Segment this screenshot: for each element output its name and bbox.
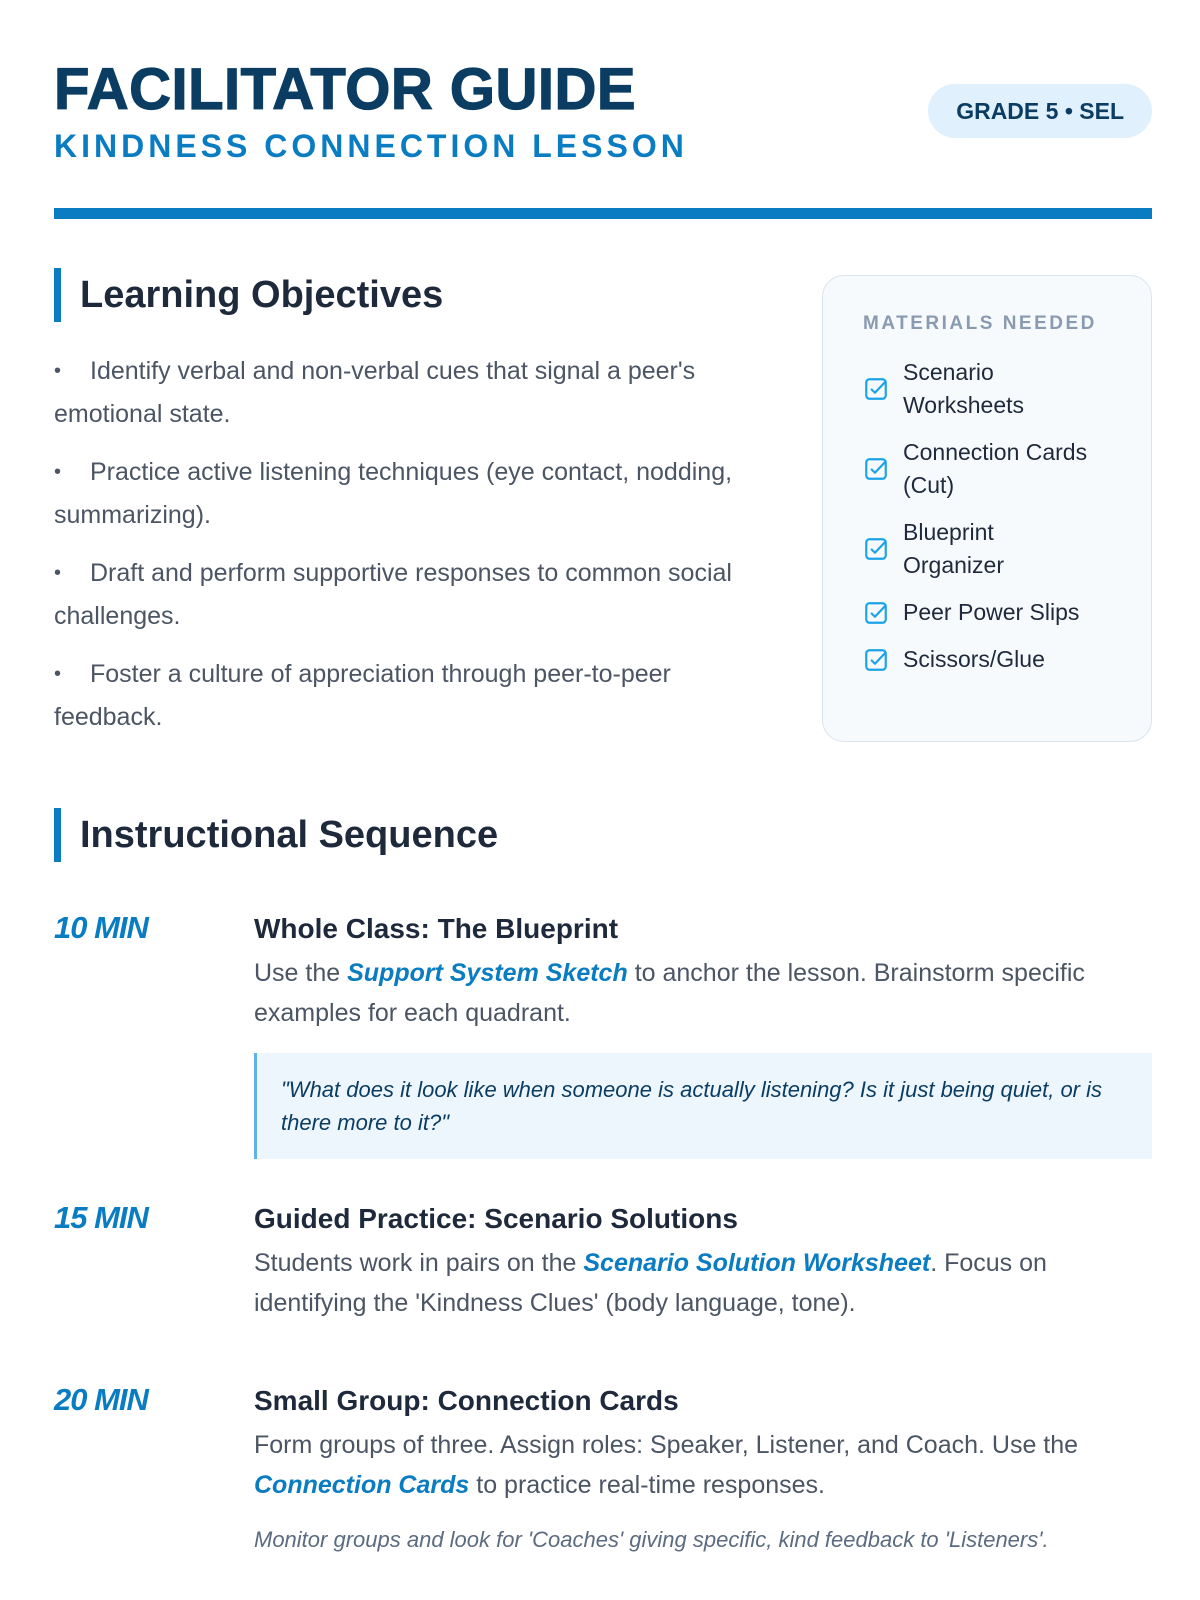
page-subtitle: KINDNESS CONNECTION LESSON (54, 128, 688, 164)
material-label: Connection Cards (Cut) (903, 439, 1088, 498)
objective-item (54, 552, 784, 638)
step-title: Small Group: Connection Cards (254, 1385, 679, 1416)
objectives-heading: Learning Objectives (54, 268, 443, 322)
bullet-icon: • (54, 360, 62, 382)
objective-text: Foster a culture of appreciation through peer-to-peer feedback. (54, 660, 671, 731)
page-title: FACILITATOR GUIDE (54, 57, 637, 122)
material-label: Scissors/Glue (903, 646, 1045, 672)
header-divider (54, 208, 1152, 219)
step-duration: 20 MIN (54, 1382, 148, 1417)
checkbox-checked-icon (863, 536, 889, 562)
step-duration: 15 MIN (54, 1200, 148, 1235)
material-item (863, 643, 1111, 676)
step-text: to anchor the lesson. Brainstorm specific examples for each quadrant. (254, 959, 1085, 1027)
material-label: Peer Power Slips (903, 599, 1080, 625)
step-body (254, 1199, 1152, 1323)
grade-badge: GRADE 5 • SEL (928, 84, 1152, 138)
material-item (863, 356, 1111, 422)
objective-item (54, 653, 784, 739)
resource-link[interactable]: Support System Sketch (347, 959, 628, 987)
bullet-icon: • (54, 461, 62, 483)
step-description (254, 1243, 1152, 1323)
material-item (863, 516, 1111, 582)
materials-heading: MATERIALS NEEDED (863, 313, 1097, 334)
sequence-heading: Instructional Sequence (54, 808, 498, 862)
material-item (863, 436, 1111, 502)
step-duration: 10 MIN (54, 910, 148, 945)
resource-link[interactable]: Connection Cards (254, 1471, 470, 1499)
step-text: to practice real-time responses. (469, 1471, 825, 1499)
step-text: Students work in pairs on the (254, 1249, 584, 1277)
objective-item (54, 350, 784, 436)
checkbox-checked-icon (863, 376, 889, 402)
materials-card (822, 275, 1152, 742)
checkbox-checked-icon (863, 647, 889, 673)
step-body (254, 1381, 1152, 1556)
step-text: Form groups of three. Assign roles: Speaker, Listener, and Coach. Use the (254, 1431, 1079, 1459)
resource-link[interactable]: Scenario Solution Worksheet (583, 1249, 931, 1277)
step-title: Guided Practice: Scenario Solutions (254, 1203, 738, 1234)
facilitator-guide-page (54, 0, 1152, 1600)
objective-text: Identify verbal and non-verbal cues that signal a peer's emotional state. (54, 357, 696, 428)
step-title: Whole Class: The Blueprint (254, 913, 619, 944)
objectives-list (54, 350, 784, 754)
material-item (863, 596, 1111, 629)
checkbox-checked-icon (863, 600, 889, 626)
objective-item (54, 451, 784, 537)
discussion-quote: "What does it look like when someone is actually listening? Is it just being quiet, or is there more to it?" (254, 1053, 1152, 1159)
material-label: Blueprint Organizer (903, 519, 1004, 578)
step-body (254, 909, 1152, 1159)
objective-text: Practice active listening techniques (eye contact, nodding, summarizing). (54, 458, 733, 529)
checkbox-checked-icon (863, 456, 889, 482)
bullet-icon: • (54, 663, 62, 685)
header (54, 58, 1152, 168)
objective-text: Draft and perform supportive responses to common social challenges. (54, 559, 732, 630)
material-label: Scenario Worksheets (903, 359, 1025, 418)
bullet-icon: • (54, 562, 62, 584)
step-text: Use the (254, 959, 348, 987)
facilitator-note: Monitor groups and look for 'Coaches' giving specific, kind feedback to 'Listeners'. (254, 1527, 1049, 1552)
step-description (254, 1425, 1152, 1505)
step-text: . Focus on identifying the 'Kindness Clues' (body language, tone). (254, 1249, 1047, 1317)
step-description (254, 953, 1152, 1033)
